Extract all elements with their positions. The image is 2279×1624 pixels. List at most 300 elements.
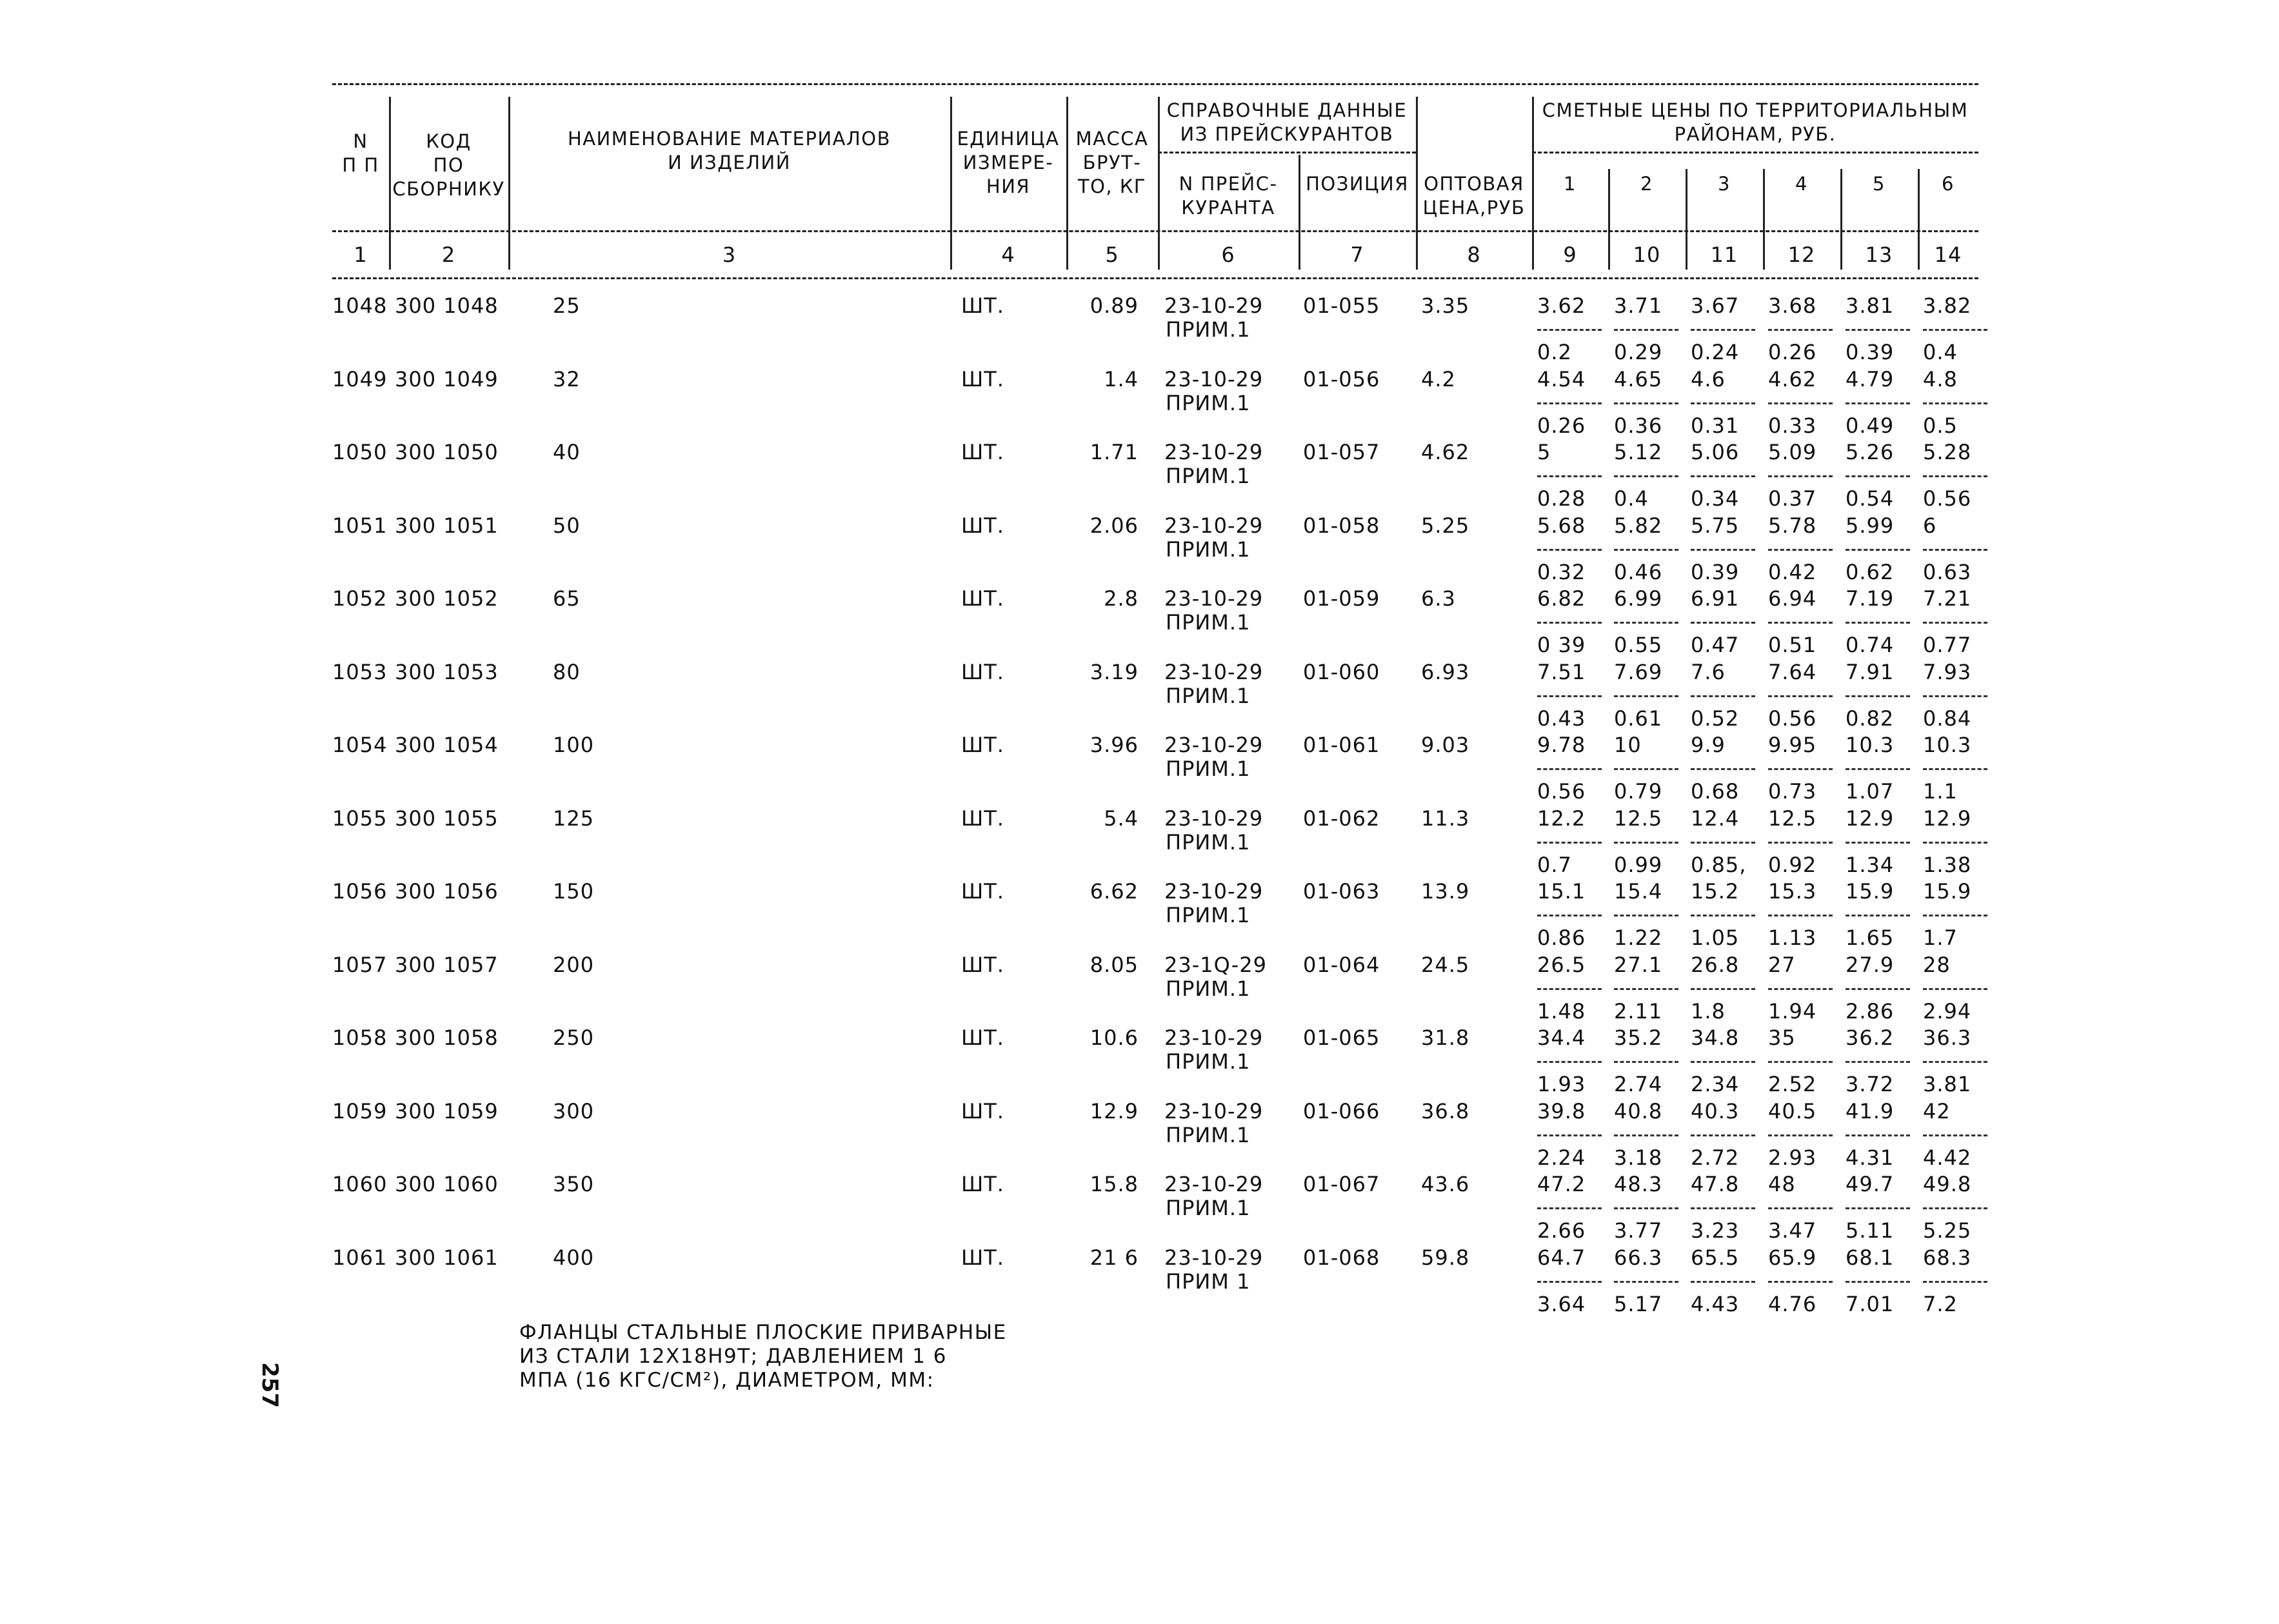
cell-name: 32 [553, 366, 581, 391]
cell-unit: ШТ. [961, 1098, 1004, 1124]
cell-extra-region-2: 2.11 [1614, 998, 1663, 1024]
cell-extra-region-3: 2.72 [1691, 1145, 1740, 1170]
cell-price-region-4: 12.5 [1768, 806, 1817, 831]
fraction-rule [1537, 1134, 1602, 1136]
cell-code: 300 1057 [395, 952, 499, 977]
cell-name: 40 [553, 440, 581, 464]
cell-price-region-4: 7.64 [1768, 659, 1817, 684]
cell-price-region-4: 35 [1768, 1025, 1796, 1050]
fraction-rule [1923, 842, 1987, 844]
cell-extra-region-3: 4.43 [1691, 1291, 1740, 1316]
cell-extra-region-3: 0.68 [1691, 779, 1740, 804]
cell-wholesale: 24.5 [1421, 952, 1470, 977]
cell-mass: 3.96 [1090, 733, 1139, 757]
cell-unit: ШТ. [961, 293, 1004, 318]
cell-extra-region-2: 5.17 [1614, 1291, 1663, 1316]
header-code-3: СБОРНИКУ [392, 178, 505, 200]
cell-wholesale: 3.35 [1421, 293, 1470, 318]
cell-pricelist: 23-10-29 [1164, 513, 1264, 538]
cell-price-region-2: 10 [1614, 733, 1642, 757]
cell-price-region-4: 40.5 [1768, 1098, 1817, 1124]
page-number: 257 [257, 1362, 283, 1408]
header-region-2: 2 [1640, 173, 1653, 195]
cell-mass: 10.6 [1090, 1025, 1139, 1050]
cell-extra-region-6: 0.63 [1923, 559, 1972, 584]
cell-num: 1060 [332, 1172, 388, 1196]
cell-extra-region-6: 0.84 [1923, 706, 1972, 731]
footer-note-line-1: ФЛАНЦЫ СТАЛЬНЫЕ ПЛОСКИЕ ПРИВАРНЫЕ [519, 1321, 1007, 1344]
fraction-rule [1846, 549, 1910, 551]
cell-code: 300 1058 [395, 1025, 499, 1050]
cell-mass: 1.71 [1090, 440, 1139, 464]
fraction-rule [1691, 622, 1755, 624]
cell-name: 200 [553, 952, 595, 977]
cell-extra-region-6: 3.81 [1923, 1072, 1972, 1096]
cell-price-region-5: 5.99 [1846, 513, 1895, 538]
cell-extra-region-4: 4.76 [1768, 1291, 1817, 1316]
cell-position: 01-057 [1303, 440, 1380, 464]
fraction-rule [1537, 1061, 1602, 1063]
fraction-rule [1846, 768, 1910, 770]
cell-price-region-1: 6.82 [1537, 586, 1586, 611]
cell-mass: 2.8 [1104, 586, 1139, 611]
header-unit-1: ЕДИНИЦА [957, 128, 1060, 150]
fraction-rule [1768, 329, 1833, 331]
cell-note: ПРИМ.1 [1166, 829, 1251, 855]
cell-num: 1059 [332, 1098, 388, 1124]
cell-price-region-2: 27.1 [1614, 952, 1663, 977]
footer-note-line-3: МПА (16 КГС/СМ²), ДИАМЕТРОМ, ММ: [519, 1369, 935, 1392]
fraction-rule [1691, 695, 1755, 697]
cell-extra-region-4: 0.37 [1768, 486, 1817, 511]
cell-price-region-2: 12.5 [1614, 806, 1663, 831]
cell-unit: ШТ. [961, 1245, 1004, 1270]
cell-note: ПРИМ.1 [1166, 976, 1251, 1001]
fraction-rule [1691, 1061, 1755, 1063]
cell-extra-region-6: 0.4 [1923, 340, 1958, 364]
cell-price-region-2: 15.4 [1614, 879, 1663, 904]
cell-num: 1057 [332, 952, 388, 977]
cell-name: 150 [553, 879, 595, 904]
cell-extra-region-2: 0.99 [1614, 852, 1663, 877]
fraction-rule [1614, 549, 1678, 551]
cell-extra-region-4: 0.42 [1768, 559, 1817, 584]
cell-price-region-2: 4.65 [1614, 366, 1663, 391]
cell-price-region-4: 5.78 [1768, 513, 1817, 538]
fraction-rule [1923, 1061, 1987, 1063]
cell-pricelist: 23-10-29 [1164, 659, 1264, 684]
cell-price-region-6: 42 [1923, 1098, 1951, 1124]
fraction-rule [1691, 1207, 1755, 1209]
cell-position: 01-067 [1303, 1172, 1380, 1196]
fraction-rule [1846, 988, 1910, 990]
fraction-rule [1691, 988, 1755, 990]
cell-price-region-6: 7.21 [1923, 586, 1972, 611]
header-prices-group-1: СМЕТНЫЕ ЦЕНЫ ПО ТЕРРИТОРИАЛЬНЫМ [1542, 99, 1969, 121]
cell-extra-region-1: 0.28 [1537, 486, 1586, 511]
cell-position: 01-068 [1303, 1245, 1380, 1270]
cell-price-region-4: 6.94 [1768, 586, 1817, 611]
fraction-rule [1537, 1207, 1602, 1209]
fraction-rule [1846, 695, 1910, 697]
cell-unit: ШТ. [961, 879, 1004, 904]
cell-num: 1052 [332, 586, 388, 611]
header-prices-group-2: РАЙОНАМ, РУБ. [1674, 123, 1836, 145]
cell-extra-region-3: 0.47 [1691, 633, 1740, 657]
cell-num: 1051 [332, 513, 388, 538]
cell-price-region-3: 7.6 [1691, 659, 1726, 684]
table-top-rule [332, 83, 1978, 85]
cell-mass: 15.8 [1090, 1172, 1139, 1196]
cell-position: 01-055 [1303, 293, 1380, 318]
cell-price-region-6: 5.28 [1923, 440, 1972, 464]
fraction-rule [1923, 768, 1987, 770]
cell-position: 01-060 [1303, 659, 1380, 684]
cell-wholesale: 11.3 [1421, 806, 1470, 831]
cell-code: 300 1061 [395, 1245, 499, 1270]
cell-extra-region-4: 2.93 [1768, 1145, 1817, 1170]
header-pricelist-1: N ПРЕЙС- [1179, 173, 1278, 195]
cell-price-region-5: 4.79 [1846, 366, 1895, 391]
fraction-rule [1768, 988, 1833, 990]
cell-note: ПРИМ.1 [1166, 757, 1251, 781]
cell-note: ПРИМ.1 [1166, 1049, 1251, 1074]
cell-num: 1055 [332, 806, 388, 831]
cell-price-region-1: 7.51 [1537, 659, 1586, 684]
cell-pricelist: 23-10-29 [1164, 733, 1264, 757]
cell-extra-region-6: 5.25 [1923, 1218, 1972, 1243]
cell-wholesale: 59.8 [1421, 1245, 1470, 1270]
header-mass-3: ТО, КГ [1077, 175, 1147, 197]
cell-extra-region-3: 0.34 [1691, 486, 1740, 511]
cell-position: 01-063 [1303, 879, 1380, 904]
fraction-rule [1768, 1207, 1833, 1209]
colnum-13: 13 [1865, 243, 1893, 267]
fraction-rule [1768, 1134, 1833, 1136]
cell-extra-region-5: 2.86 [1846, 998, 1895, 1024]
fraction-rule [1846, 622, 1910, 624]
cell-price-region-2: 3.71 [1614, 293, 1663, 318]
cell-code: 300 1053 [395, 659, 499, 684]
cell-position: 01-064 [1303, 952, 1380, 977]
cell-unit: ШТ. [961, 1025, 1004, 1050]
header-unit-2: ИЗМЕРЕ- [962, 152, 1054, 173]
cell-price-region-3: 26.8 [1691, 952, 1740, 977]
fraction-rule [1923, 1281, 1987, 1283]
cell-extra-region-5: 0.49 [1846, 413, 1895, 438]
fraction-rule [1614, 768, 1678, 770]
cell-mass: 3.19 [1090, 659, 1139, 684]
cell-price-region-4: 65.9 [1768, 1245, 1817, 1270]
fraction-rule [1768, 768, 1833, 770]
cell-extra-region-6: 4.42 [1923, 1145, 1972, 1170]
cell-pricelist: 23-1Q-29 [1164, 952, 1267, 977]
cell-price-region-4: 48 [1768, 1172, 1796, 1196]
cell-extra-region-2: 3.18 [1614, 1145, 1663, 1170]
cell-position: 01-062 [1303, 806, 1380, 831]
cell-price-region-4: 5.09 [1768, 440, 1817, 464]
cell-extra-region-6: 7.2 [1923, 1291, 1958, 1316]
cell-wholesale: 9.03 [1421, 733, 1470, 757]
colnum-12: 12 [1787, 243, 1816, 267]
cell-note: ПРИМ.1 [1166, 1196, 1251, 1220]
cell-unit: ШТ. [961, 733, 1004, 757]
fraction-rule [1846, 1134, 1910, 1136]
cell-name: 300 [553, 1098, 595, 1124]
cell-note: ПРИМ.1 [1166, 1122, 1251, 1147]
cell-extra-region-1: 0.43 [1537, 706, 1586, 731]
cell-price-region-6: 3.82 [1923, 293, 1972, 318]
cell-note: ПРИМ.1 [1166, 390, 1251, 415]
cell-extra-region-5: 0.62 [1846, 559, 1895, 584]
cell-extra-region-5: 0.74 [1846, 633, 1895, 657]
cell-price-region-5: 7.91 [1846, 659, 1895, 684]
cell-price-region-5: 3.81 [1846, 293, 1895, 318]
cell-price-region-3: 5.75 [1691, 513, 1740, 538]
cell-name: 100 [553, 733, 595, 757]
cell-pricelist: 23-10-29 [1164, 1172, 1264, 1196]
cell-price-region-4: 3.68 [1768, 293, 1817, 318]
cell-position: 01-058 [1303, 513, 1380, 538]
cell-price-region-3: 65.5 [1691, 1245, 1740, 1270]
cell-price-region-3: 4.6 [1691, 366, 1726, 391]
cell-price-region-3: 5.06 [1691, 440, 1740, 464]
cell-extra-region-4: 0.92 [1768, 852, 1817, 877]
cell-price-region-3: 47.8 [1691, 1172, 1740, 1196]
cell-pricelist: 23-10-29 [1164, 366, 1264, 391]
colnum-1: 1 [353, 243, 368, 267]
cell-price-region-3: 12.4 [1691, 806, 1740, 831]
cell-wholesale: 4.62 [1421, 440, 1470, 464]
cell-name: 50 [553, 513, 581, 538]
header-region-3: 3 [1718, 173, 1731, 195]
cell-note: ПРИМ 1 [1166, 1269, 1251, 1294]
cell-mass: 21 6 [1090, 1245, 1139, 1270]
cell-price-region-1: 12.2 [1537, 806, 1586, 831]
cell-extra-region-4: 0.26 [1768, 340, 1817, 364]
fraction-rule [1923, 915, 1987, 916]
cell-extra-region-3: 0.31 [1691, 413, 1740, 438]
fraction-rule [1923, 988, 1987, 990]
header-num-1: N [353, 130, 368, 152]
cell-price-region-2: 6.99 [1614, 586, 1663, 611]
cell-unit: ШТ. [961, 1172, 1004, 1196]
cell-extra-region-3: 1.8 [1691, 998, 1726, 1024]
cell-pricelist: 23-10-29 [1164, 806, 1264, 831]
fraction-rule [1923, 1134, 1987, 1136]
fraction-rule [1614, 695, 1678, 697]
cell-code: 300 1055 [395, 806, 499, 831]
cell-extra-region-1: 0.32 [1537, 559, 1586, 584]
fraction-rule [1691, 842, 1755, 844]
cell-extra-region-2: 1.22 [1614, 926, 1663, 950]
cell-unit: ШТ. [961, 366, 1004, 391]
fraction-rule [1691, 549, 1755, 551]
cell-price-region-2: 5.12 [1614, 440, 1663, 464]
cell-price-region-1: 34.4 [1537, 1025, 1586, 1050]
cell-unit: ШТ. [961, 440, 1004, 464]
fraction-rule [1768, 695, 1833, 697]
cell-price-region-2: 5.82 [1614, 513, 1663, 538]
footer-note [519, 1321, 1007, 1392]
cell-num: 1048 [332, 293, 388, 318]
cell-extra-region-1: 0.2 [1537, 340, 1572, 364]
cell-price-region-2: 7.69 [1614, 659, 1663, 684]
fraction-rule [1923, 695, 1987, 697]
cell-price-region-4: 9.95 [1768, 733, 1817, 757]
cell-code: 300 1048 [395, 293, 499, 318]
colnum-8: 8 [1467, 243, 1481, 267]
header-rule-3 [332, 277, 1978, 279]
cell-extra-region-1: 0.7 [1537, 852, 1572, 877]
cell-price-region-2: 35.2 [1614, 1025, 1663, 1050]
cell-price-region-1: 5.68 [1537, 513, 1586, 538]
cell-note: ПРИМ.1 [1166, 317, 1251, 342]
cell-note: ПРИМ.1 [1166, 610, 1251, 635]
cell-extra-region-6: 0.56 [1923, 486, 1972, 511]
cell-extra-region-1: 0 39 [1537, 633, 1586, 657]
cell-mass: 1.4 [1104, 366, 1139, 391]
cell-price-region-5: 5.26 [1846, 440, 1895, 464]
header-wholesale-2: ЦЕНА,РУБ [1422, 197, 1526, 219]
fraction-rule [1537, 695, 1602, 697]
cell-extra-region-2: 0.61 [1614, 706, 1663, 731]
fraction-rule [1614, 1061, 1678, 1063]
cell-price-region-1: 5 [1537, 440, 1551, 464]
cell-price-region-5: 68.1 [1846, 1245, 1895, 1270]
fraction-rule [1923, 622, 1987, 624]
colnum-10: 10 [1633, 243, 1661, 267]
cell-price-region-3: 15.2 [1691, 879, 1740, 904]
cell-mass: 8.05 [1090, 952, 1139, 977]
header-ref-group-2: ИЗ ПРЕЙСКУРАНТОВ [1180, 123, 1394, 145]
cell-price-region-6: 15.9 [1923, 879, 1972, 904]
cell-num: 1049 [332, 366, 388, 391]
cell-price-region-6: 36.3 [1923, 1025, 1972, 1050]
cell-price-region-6: 7.93 [1923, 659, 1972, 684]
cell-code: 300 1056 [395, 879, 499, 904]
fraction-rule [1768, 915, 1833, 916]
cell-position: 01-059 [1303, 586, 1380, 611]
cell-price-region-3: 6.91 [1691, 586, 1740, 611]
fraction-rule [1614, 1134, 1678, 1136]
cell-extra-region-5: 0.54 [1846, 486, 1895, 511]
cell-extra-region-3: 0.52 [1691, 706, 1740, 731]
cell-pricelist: 23-10-29 [1164, 1098, 1264, 1124]
cell-price-region-1: 4.54 [1537, 366, 1586, 391]
cell-code: 300 1050 [395, 440, 499, 464]
fraction-rule [1691, 915, 1755, 916]
header-pricelist-2: КУРАНТА [1181, 197, 1275, 219]
cell-price-region-2: 40.8 [1614, 1098, 1663, 1124]
header-region-6: 6 [1942, 173, 1955, 195]
cell-extra-region-1: 0.56 [1537, 779, 1586, 804]
fraction-rule [1691, 1281, 1755, 1283]
cell-unit: ШТ. [961, 806, 1004, 831]
cell-extra-region-5: 3.72 [1846, 1072, 1895, 1096]
fraction-rule [1614, 329, 1678, 331]
cell-extra-region-5: 0.82 [1846, 706, 1895, 731]
cell-price-region-6: 49.8 [1923, 1172, 1972, 1196]
cell-unit: ШТ. [961, 659, 1004, 684]
cell-extra-region-6: 2.94 [1923, 998, 1972, 1024]
cell-code: 300 1051 [395, 513, 499, 538]
cell-price-region-6: 4.8 [1923, 366, 1958, 391]
header-ref-group-1: СПРАВОЧНЫЕ ДАННЫЕ [1166, 99, 1408, 121]
fraction-rule [1691, 1134, 1755, 1136]
cell-extra-region-6: 0.5 [1923, 413, 1958, 438]
cell-mass: 6.62 [1090, 879, 1139, 904]
cell-mass: 2.06 [1090, 513, 1139, 538]
cell-price-region-1: 9.78 [1537, 733, 1586, 757]
cell-extra-region-1: 2.24 [1537, 1145, 1586, 1170]
fraction-rule [1537, 768, 1602, 770]
header-name-2: И ИЗДЕЛИЙ [668, 152, 791, 173]
fraction-rule [1691, 768, 1755, 770]
cell-extra-region-2: 0.79 [1614, 779, 1663, 804]
fraction-rule [1768, 1061, 1833, 1063]
cell-price-region-5: 15.9 [1846, 879, 1895, 904]
cell-price-region-5: 27.9 [1846, 952, 1895, 977]
fraction-rule [1923, 475, 1987, 477]
fraction-rule [1768, 622, 1833, 624]
subheader-rule-prices [1532, 152, 1978, 153]
fraction-rule [1537, 988, 1602, 990]
cell-extra-region-5: 1.07 [1846, 779, 1895, 804]
cell-extra-region-2: 0.4 [1614, 486, 1649, 511]
footer-note-line-2: ИЗ СТАЛИ 12Х18Н9Т; ДАВЛЕНИЕМ 1 6 [519, 1345, 948, 1368]
cell-unit: ШТ. [961, 513, 1004, 538]
fraction-rule [1537, 842, 1602, 844]
cell-price-region-5: 36.2 [1846, 1025, 1895, 1050]
fraction-rule [1537, 329, 1602, 331]
cell-extra-region-5: 4.31 [1846, 1145, 1895, 1170]
fraction-rule [1846, 402, 1910, 404]
colnum-4: 4 [1001, 243, 1015, 267]
fraction-rule [1537, 1281, 1602, 1283]
cell-extra-region-6: 1.1 [1923, 779, 1958, 804]
cell-position: 01-066 [1303, 1098, 1380, 1124]
header-name-1: НАИМЕНОВАНИЕ МАТЕРИАЛОВ [567, 128, 891, 150]
cell-pricelist: 23-10-29 [1164, 586, 1264, 611]
cell-price-region-3: 40.3 [1691, 1098, 1740, 1124]
cell-mass: 12.9 [1090, 1098, 1139, 1124]
fraction-rule [1614, 988, 1678, 990]
cell-wholesale: 5.25 [1421, 513, 1470, 538]
fraction-rule [1923, 1207, 1987, 1209]
cell-pricelist: 23-10-29 [1164, 1245, 1264, 1270]
fraction-rule [1691, 402, 1755, 404]
cell-num: 1061 [332, 1245, 388, 1270]
colnum-7: 7 [1350, 243, 1364, 267]
fraction-rule [1923, 549, 1987, 551]
cell-extra-region-3: 3.23 [1691, 1218, 1740, 1243]
fraction-rule [1846, 1281, 1910, 1283]
cell-note: ПРИМ.1 [1166, 537, 1251, 562]
cell-extra-region-1: 2.66 [1537, 1218, 1586, 1243]
header-wholesale-1: ОПТОВАЯ [1424, 173, 1524, 195]
fraction-rule [1614, 842, 1678, 844]
cell-extra-region-2: 2.74 [1614, 1072, 1663, 1096]
cell-unit: ШТ. [961, 952, 1004, 977]
cell-mass: 0.89 [1090, 293, 1139, 318]
colnum-5: 5 [1105, 243, 1119, 267]
cell-pricelist: 23-10-29 [1164, 879, 1264, 904]
cell-extra-region-3: 1.05 [1691, 926, 1740, 950]
header-unit-3: НИЯ [986, 175, 1031, 197]
fraction-rule [1923, 329, 1987, 331]
cell-code: 300 1049 [395, 366, 499, 391]
